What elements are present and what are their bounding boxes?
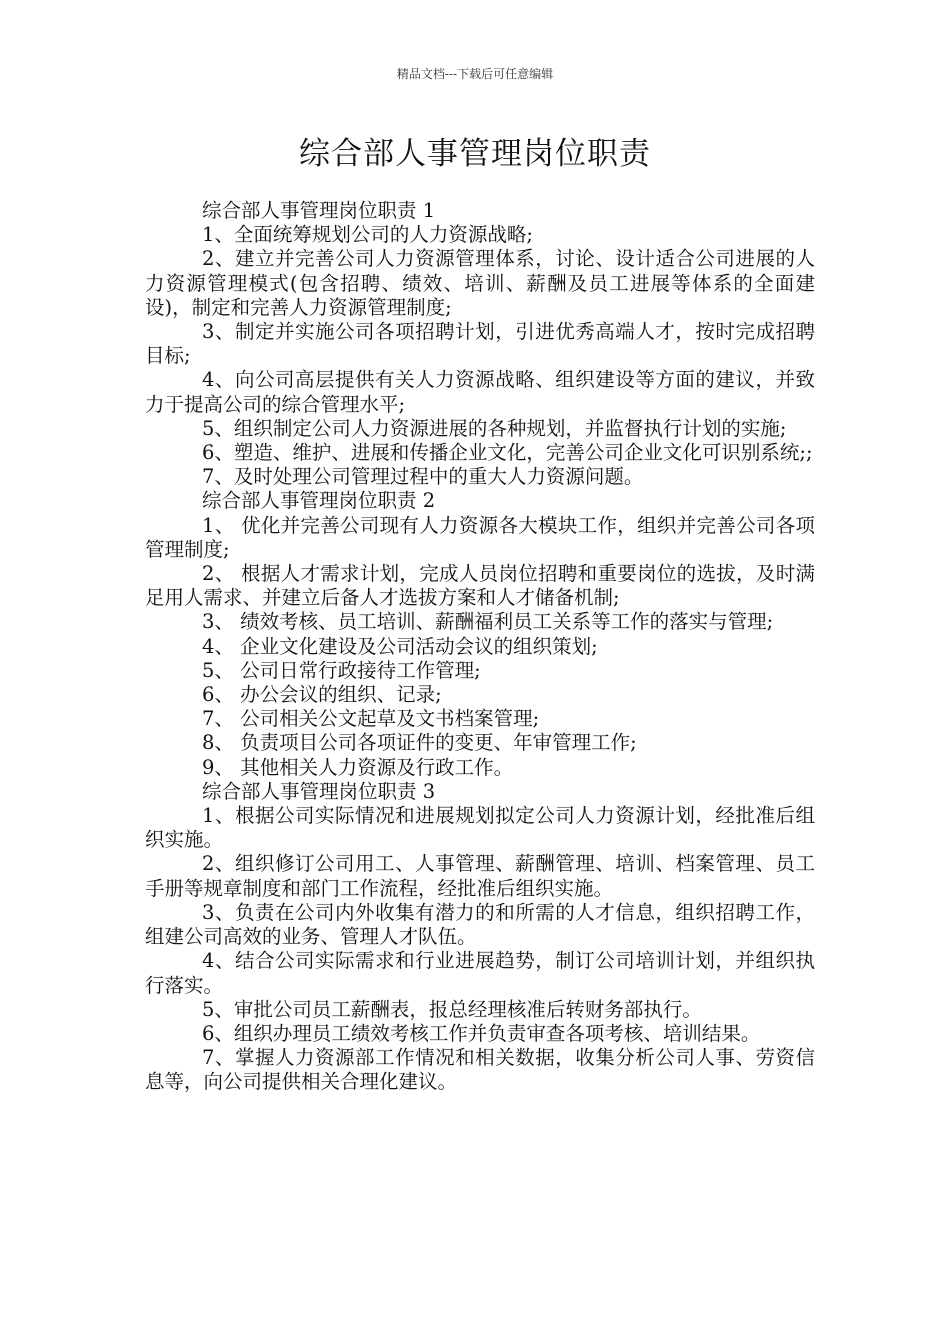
list-item: 3、 绩效考核、员工培训、薪酬福利员工关系等工作的落实与管理; [202, 610, 774, 634]
list-item: 4、结合公司实际需求和行业进展趋势，制订公司培训计划，并组织执行落实。 [145, 949, 815, 997]
list-item: 6、 办公会议的组织、记录; [202, 683, 442, 707]
list-item: 1、 优化并完善公司现有人力资源各大模块工作，组织并完善公司各项管理制度; [145, 513, 815, 561]
section-heading: 综合部人事管理岗位职责 1 [202, 199, 436, 222]
list-item: 7、掌握人力资源部工作情况和相关数据，收集分析公司人事、劳资信息等，向公司提供相关合理化建议。 [145, 1046, 815, 1094]
list-item: 7、 公司相关公文起草及文书档案管理; [202, 707, 540, 731]
list-item: 4、 企业文化建设及公司活动会议的组织策划; [202, 634, 598, 658]
list-item: 3、负责在公司内外收集有潜力的和所需的人才信息，组织招聘工作，组建公司高效的业务、管理人才队伍。 [145, 900, 815, 949]
list-item: 5、审批公司员工薪酬表，报总经理核准后转财务部执行。 [202, 997, 702, 1021]
section-heading: 综合部人事管理岗位职责 3 [202, 779, 436, 803]
document-title: 综合部人事管理岗位职责 [299, 136, 651, 172]
list-item: 9、 其他相关人力资源及行政工作。 [202, 755, 514, 779]
list-item: 6、塑造、维护、进展和传播企业文化，完善公司企业文化可识别系统;; [202, 441, 813, 465]
list-item: 7、及时处理公司管理过程中的重大人力资源问题。 [202, 465, 644, 489]
list-item: 4、向公司高层提供有关人力资源战略、组织建设等方面的建议，并致力于提高公司的综合管理水平; [145, 368, 815, 416]
list-item: 3、制定并实施公司各项招聘计划，引进优秀高端人才，按时完成招聘目标; [145, 320, 815, 368]
list-item: 1、根据公司实际情况和进展规划拟定公司人力资源计划，经批准后组织实施。 [145, 804, 815, 852]
list-item: 8、 负责项目公司各项证件的变更、年审管理工作; [202, 731, 637, 755]
list-item: 6、组织办理员工绩效考核工作并负责审查各项考核、培训结果。 [202, 1021, 761, 1045]
list-item: 1、全面统筹规划公司的人力资源战略; [202, 223, 533, 247]
list-item: 5、 公司日常行政接待工作管理; [202, 658, 481, 682]
list-item: 2、建立并完善公司人力资源管理体系，讨论、设计适合公司进展的人力资源管理模式(包含招聘、绩效、培训、薪酬及员工进展等体系的全面建设)，制定和完善人力资源管理制度; [145, 247, 815, 319]
list-item: 2、 根据人才需求计划，完成人员岗位招聘和重要岗位的选拔，及时满足用人需求、并建立后备人才选拔方案和人才储备机制; [145, 562, 815, 610]
page-header: 精品文档---下载后可任意编辑 [396, 67, 554, 81]
document-body [145, 199, 815, 1095]
list-item: 2、组织修订公司用工、人事管理、薪酬管理、培训、档案管理、员工手册等规章制度和部门工作流程，经批准后组织实施。 [145, 852, 815, 900]
list-item: 5、组织制定公司人力资源进展的各种规划，并监督执行计划的实施; [202, 416, 787, 440]
section-heading: 综合部人事管理岗位职责 2 [202, 489, 436, 513]
